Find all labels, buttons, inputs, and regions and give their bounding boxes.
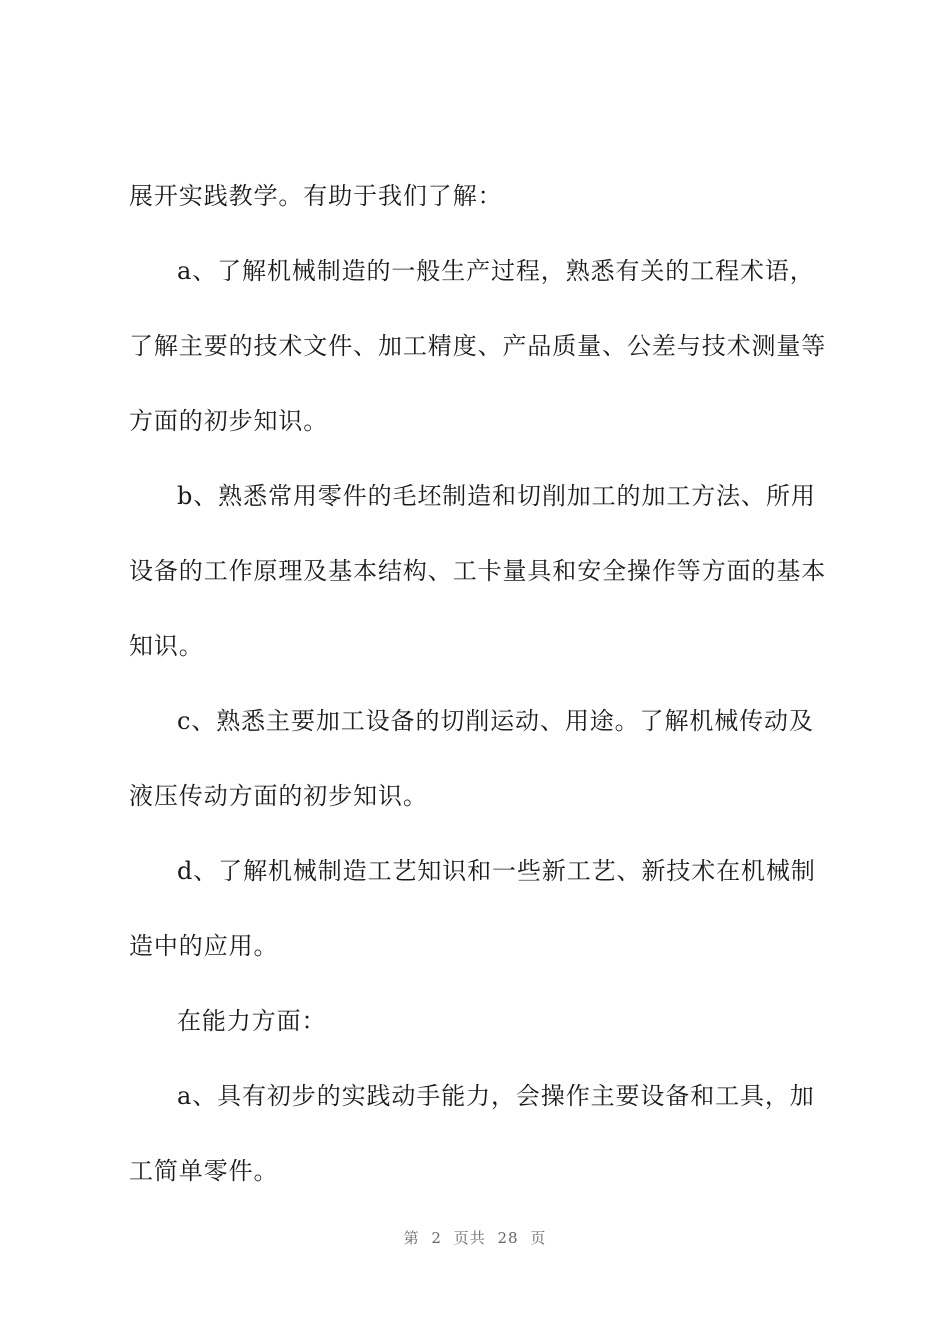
text-line: d、了解机械制造工艺知识和一些新工艺、新技术在机械制 (177, 857, 816, 885)
text-line: c、熟悉主要加工设备的切削运动、用途。了解机械传动及 (177, 707, 814, 735)
text-line: 了解主要的技术文件、加工精度、产品质量、公差与技术测量等 (129, 332, 827, 360)
text-line: 在能力方面： (177, 1007, 327, 1035)
text-line: 工简单零件。 (129, 1157, 279, 1185)
text-line: 方面的初步知识。 (129, 407, 329, 435)
text-line: 造中的应用。 (129, 932, 279, 960)
text-line: b、熟悉常用零件的毛坯制造和切削加工的加工方法、所用 (177, 482, 816, 510)
text-line: 展开实践教学。有助于我们了解： (129, 182, 503, 210)
text-line: a、了解机械制造的一般生产过程，熟悉有关的工程术语， (177, 257, 815, 285)
page-number-footer: 第 2 页共 28 页 (403, 1229, 547, 1247)
text-line: 设备的工作原理及基本结构、工卡量具和安全操作等方面的基本 (129, 557, 827, 585)
text-line: 液压传动方面的初步知识。 (129, 782, 428, 810)
text-line: 知识。 (129, 632, 204, 660)
text-line: a、具有初步的实践动手能力，会操作主要设备和工具，加 (177, 1082, 815, 1110)
